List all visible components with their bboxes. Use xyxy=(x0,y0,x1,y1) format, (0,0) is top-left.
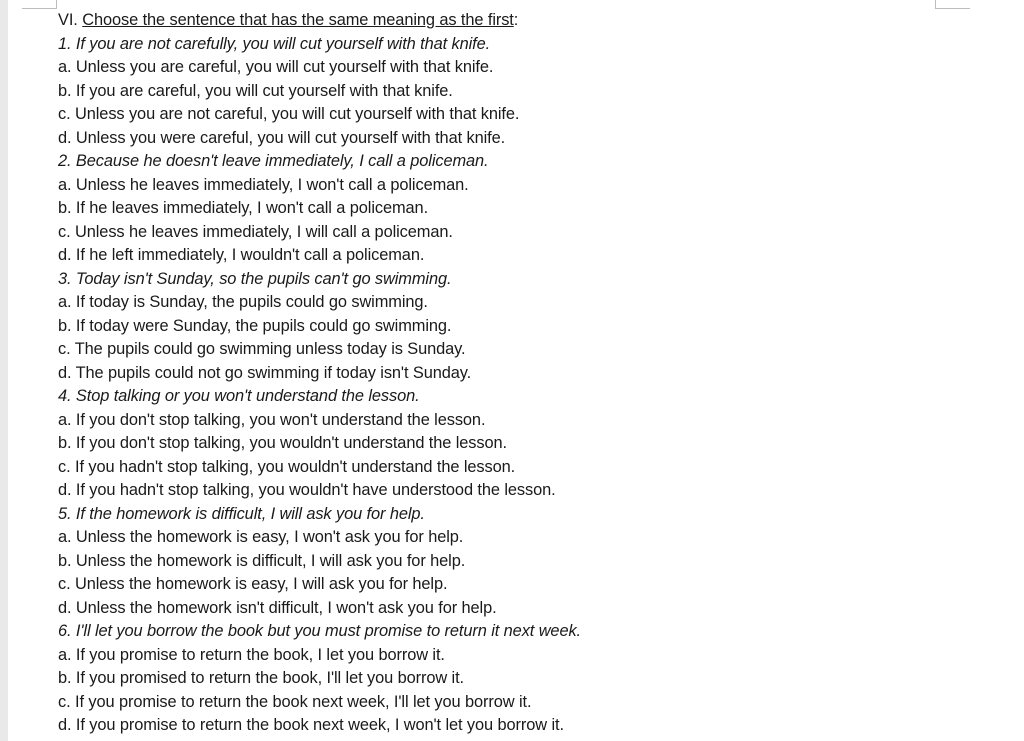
document-page xyxy=(58,9,998,738)
question-prompt: 4. Stop talking or you won't understand the lesson. xyxy=(58,387,420,405)
option-a: a. If you don't stop talking, you won't understand the lesson. xyxy=(58,410,486,429)
page-left-margin xyxy=(0,0,8,741)
option-b: b. If you promised to return the book, I'll let you borrow it. xyxy=(58,669,464,687)
question-prompt: 3. Today isn't Sunday, so the pupils can't go swimming. xyxy=(58,269,452,288)
option-d: d. If he left immediately, I wouldn't call a policeman. xyxy=(58,246,425,264)
question-block-5 xyxy=(58,503,998,621)
crop-mark-left xyxy=(22,0,57,9)
section-instruction: Choose the sentence that has the same meaning as the first xyxy=(82,11,514,29)
option-d: d. Unless the homework isn't difficult, I won't ask you for help. xyxy=(58,598,497,617)
question-prompt: 5. If the homework is difficult, I will ask you for help. xyxy=(58,504,425,523)
question-prompt: 6. I'll let you borrow the book but you must promise to return it next week. xyxy=(58,622,582,640)
option-b: b. Unless the homework is difficult, I will ask you for help. xyxy=(58,551,466,570)
section-colon: : xyxy=(513,11,519,29)
option-a: a. Unless you are careful, you will cut yourself with that knife. xyxy=(58,58,494,76)
question-block-1 xyxy=(58,33,998,151)
option-c: c. Unless the homework is easy, I will ask you for help. xyxy=(58,575,448,593)
section-number: VI. xyxy=(58,11,78,29)
option-d: d. The pupils could not go swimming if today isn't Sunday. xyxy=(58,363,472,382)
section-heading xyxy=(58,9,998,33)
option-a: a. If you promise to return the book, I let you borrow it. xyxy=(58,645,445,664)
option-c: c. Unless he leaves immediately, I will call a policeman. xyxy=(58,222,453,241)
crop-mark-right xyxy=(935,0,970,9)
option-a: a. If today is Sunday, the pupils could go swimming. xyxy=(58,293,428,311)
option-d: d. Unless you were careful, you will cut yourself with that knife. xyxy=(58,128,506,147)
option-b: b. If you are careful, you will cut yourself with that knife. xyxy=(58,81,453,100)
question-block-3 xyxy=(58,268,998,386)
option-b: b. If he leaves immediately, I won't call a policeman. xyxy=(58,199,429,217)
option-b: b. If you don't stop talking, you wouldn't understand the lesson. xyxy=(58,434,507,452)
option-c: c. If you hadn't stop talking, you wouldn't understand the lesson. xyxy=(58,457,516,476)
option-c: c. If you promise to return the book next week, I'll let you borrow it. xyxy=(58,692,532,711)
option-d: d. If you hadn't stop talking, you wouldn't have understood the lesson. xyxy=(58,481,556,499)
question-block-2 xyxy=(58,150,998,268)
option-d: d. If you promise to return the book next week, I won't let you borrow it. xyxy=(58,716,564,734)
question-prompt: 1. If you are not carefully, you will cut yourself with that knife. xyxy=(58,34,491,53)
question-block-4 xyxy=(58,385,998,503)
option-a: a. Unless the homework is easy, I won't ask you for help. xyxy=(58,528,464,546)
question-block-6 xyxy=(58,620,998,738)
option-b: b. If today were Sunday, the pupils could go swimming. xyxy=(58,316,452,335)
option-c: c. Unless you are not careful, you will cut yourself with that knife. xyxy=(58,105,520,123)
question-prompt: 2. Because he doesn't leave immediately, I call a policeman. xyxy=(58,152,489,170)
option-a: a. Unless he leaves immediately, I won't call a policeman. xyxy=(58,175,469,194)
option-c: c. The pupils could go swimming unless today is Sunday. xyxy=(58,340,466,358)
